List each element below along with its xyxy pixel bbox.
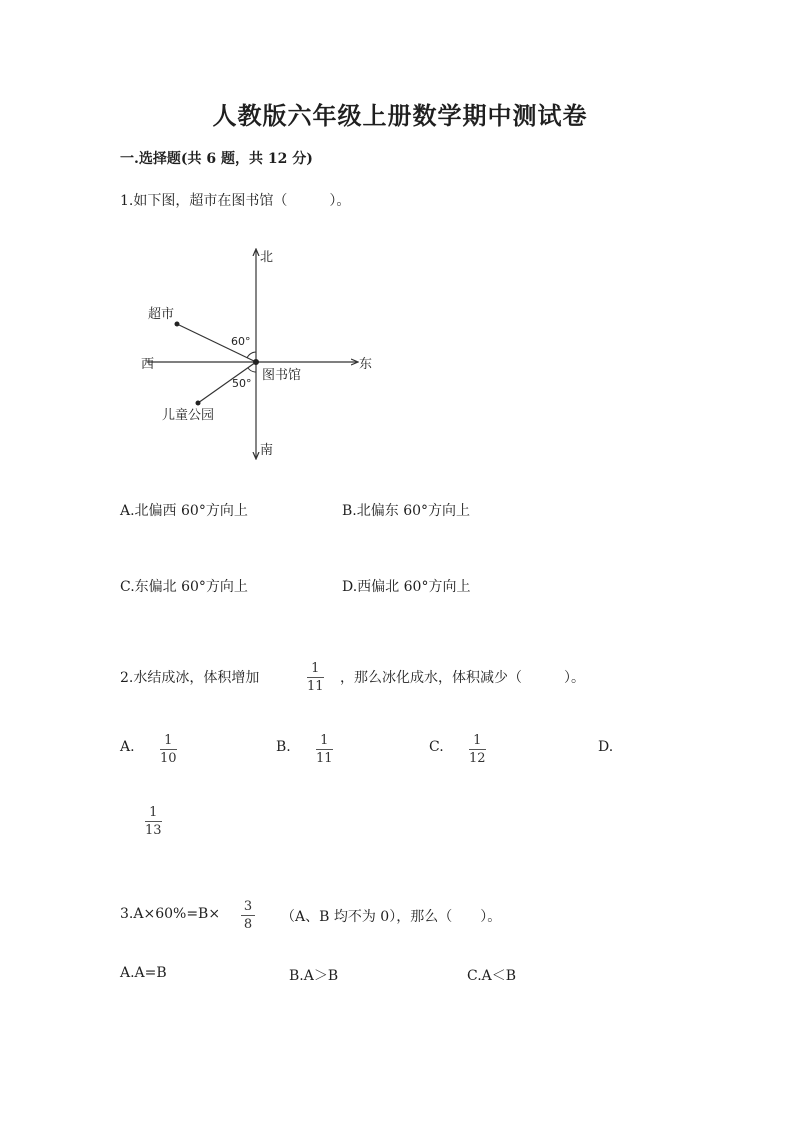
library-label: 图书馆 bbox=[262, 368, 302, 383]
angle-label-top: 60° bbox=[231, 335, 251, 348]
fraction-denominator: 13 bbox=[145, 823, 162, 838]
q1-option-b[interactable]: B.北偏东 60°方向上 bbox=[342, 503, 471, 519]
q1-option-c[interactable]: C.东偏北 60°方向上 bbox=[120, 579, 248, 595]
fraction-bar bbox=[241, 915, 255, 916]
question-2-text-before: 2.水结成冰，体积增加 bbox=[120, 670, 260, 686]
question-1-text: 1.如下图，超市在图书馆（ ）。 bbox=[120, 193, 351, 209]
angle-arc-top bbox=[247, 352, 256, 358]
angle-label-bottom: 50° bbox=[232, 377, 252, 390]
q3-option-c[interactable]: C.A＜B bbox=[467, 968, 517, 984]
q1-option-a[interactable]: A.北偏西 60°方向上 bbox=[120, 503, 248, 519]
fraction-bar bbox=[316, 749, 333, 750]
q2-option-d-label[interactable]: D. bbox=[598, 739, 614, 755]
north-label: 北 bbox=[260, 250, 274, 265]
question-2-fraction bbox=[307, 661, 324, 694]
question-3-fraction bbox=[241, 899, 255, 932]
west-label: 西 bbox=[141, 357, 155, 372]
fraction-denominator: 11 bbox=[307, 679, 324, 694]
q2-option-c-fraction bbox=[469, 733, 486, 766]
page-title: 人教版六年级上册数学期中测试卷 bbox=[212, 101, 588, 130]
fraction-bar bbox=[160, 749, 177, 750]
fraction-numerator: 1 bbox=[164, 733, 173, 748]
direction-diagram bbox=[135, 240, 385, 460]
q2-option-a-fraction bbox=[160, 733, 177, 766]
q2-option-d-fraction bbox=[145, 805, 162, 838]
library-point bbox=[253, 359, 259, 365]
q1-option-d[interactable]: D.西偏北 60°方向上 bbox=[342, 579, 471, 595]
q3-option-b[interactable]: B.A＞B bbox=[289, 968, 339, 984]
q2-option-c-label[interactable]: C. bbox=[429, 739, 444, 755]
fraction-bar bbox=[307, 677, 324, 678]
fraction-bar bbox=[469, 749, 486, 750]
angle-arc-bottom bbox=[248, 368, 256, 372]
fraction-numerator: 1 bbox=[311, 661, 320, 676]
question-3-text-after: （A、B 均不为 0），那么（ ）。 bbox=[281, 909, 502, 925]
supermarket-point bbox=[175, 322, 180, 327]
fraction-denominator: 10 bbox=[160, 751, 177, 766]
park-label: 儿童公园 bbox=[162, 408, 215, 423]
south-label: 南 bbox=[260, 443, 274, 458]
east-label: 东 bbox=[359, 357, 373, 372]
fraction-numerator: 1 bbox=[473, 733, 482, 748]
fraction-denominator: 12 bbox=[469, 751, 486, 766]
q2-option-b-label[interactable]: B. bbox=[276, 739, 291, 755]
park-point bbox=[196, 401, 201, 406]
q2-option-a-label[interactable]: A. bbox=[120, 739, 135, 755]
fraction-denominator: 11 bbox=[316, 751, 333, 766]
q2-option-b-fraction bbox=[316, 733, 333, 766]
question-2-text-after: ，那么冰化成水，体积减少（ ）。 bbox=[340, 670, 585, 686]
section-heading: 一.选择题(共 6 题，共 12 分) bbox=[120, 151, 313, 167]
fraction-denominator: 8 bbox=[243, 917, 253, 932]
fraction-numerator: 3 bbox=[243, 899, 253, 914]
question-3-text-before: 3.A×60%=B× bbox=[120, 906, 221, 922]
q3-option-a[interactable]: A.A=B bbox=[120, 965, 167, 981]
fraction-numerator: 1 bbox=[149, 805, 158, 820]
fraction-bar bbox=[145, 821, 162, 822]
fraction-numerator: 1 bbox=[320, 733, 329, 748]
supermarket-label: 超市 bbox=[148, 307, 175, 322]
